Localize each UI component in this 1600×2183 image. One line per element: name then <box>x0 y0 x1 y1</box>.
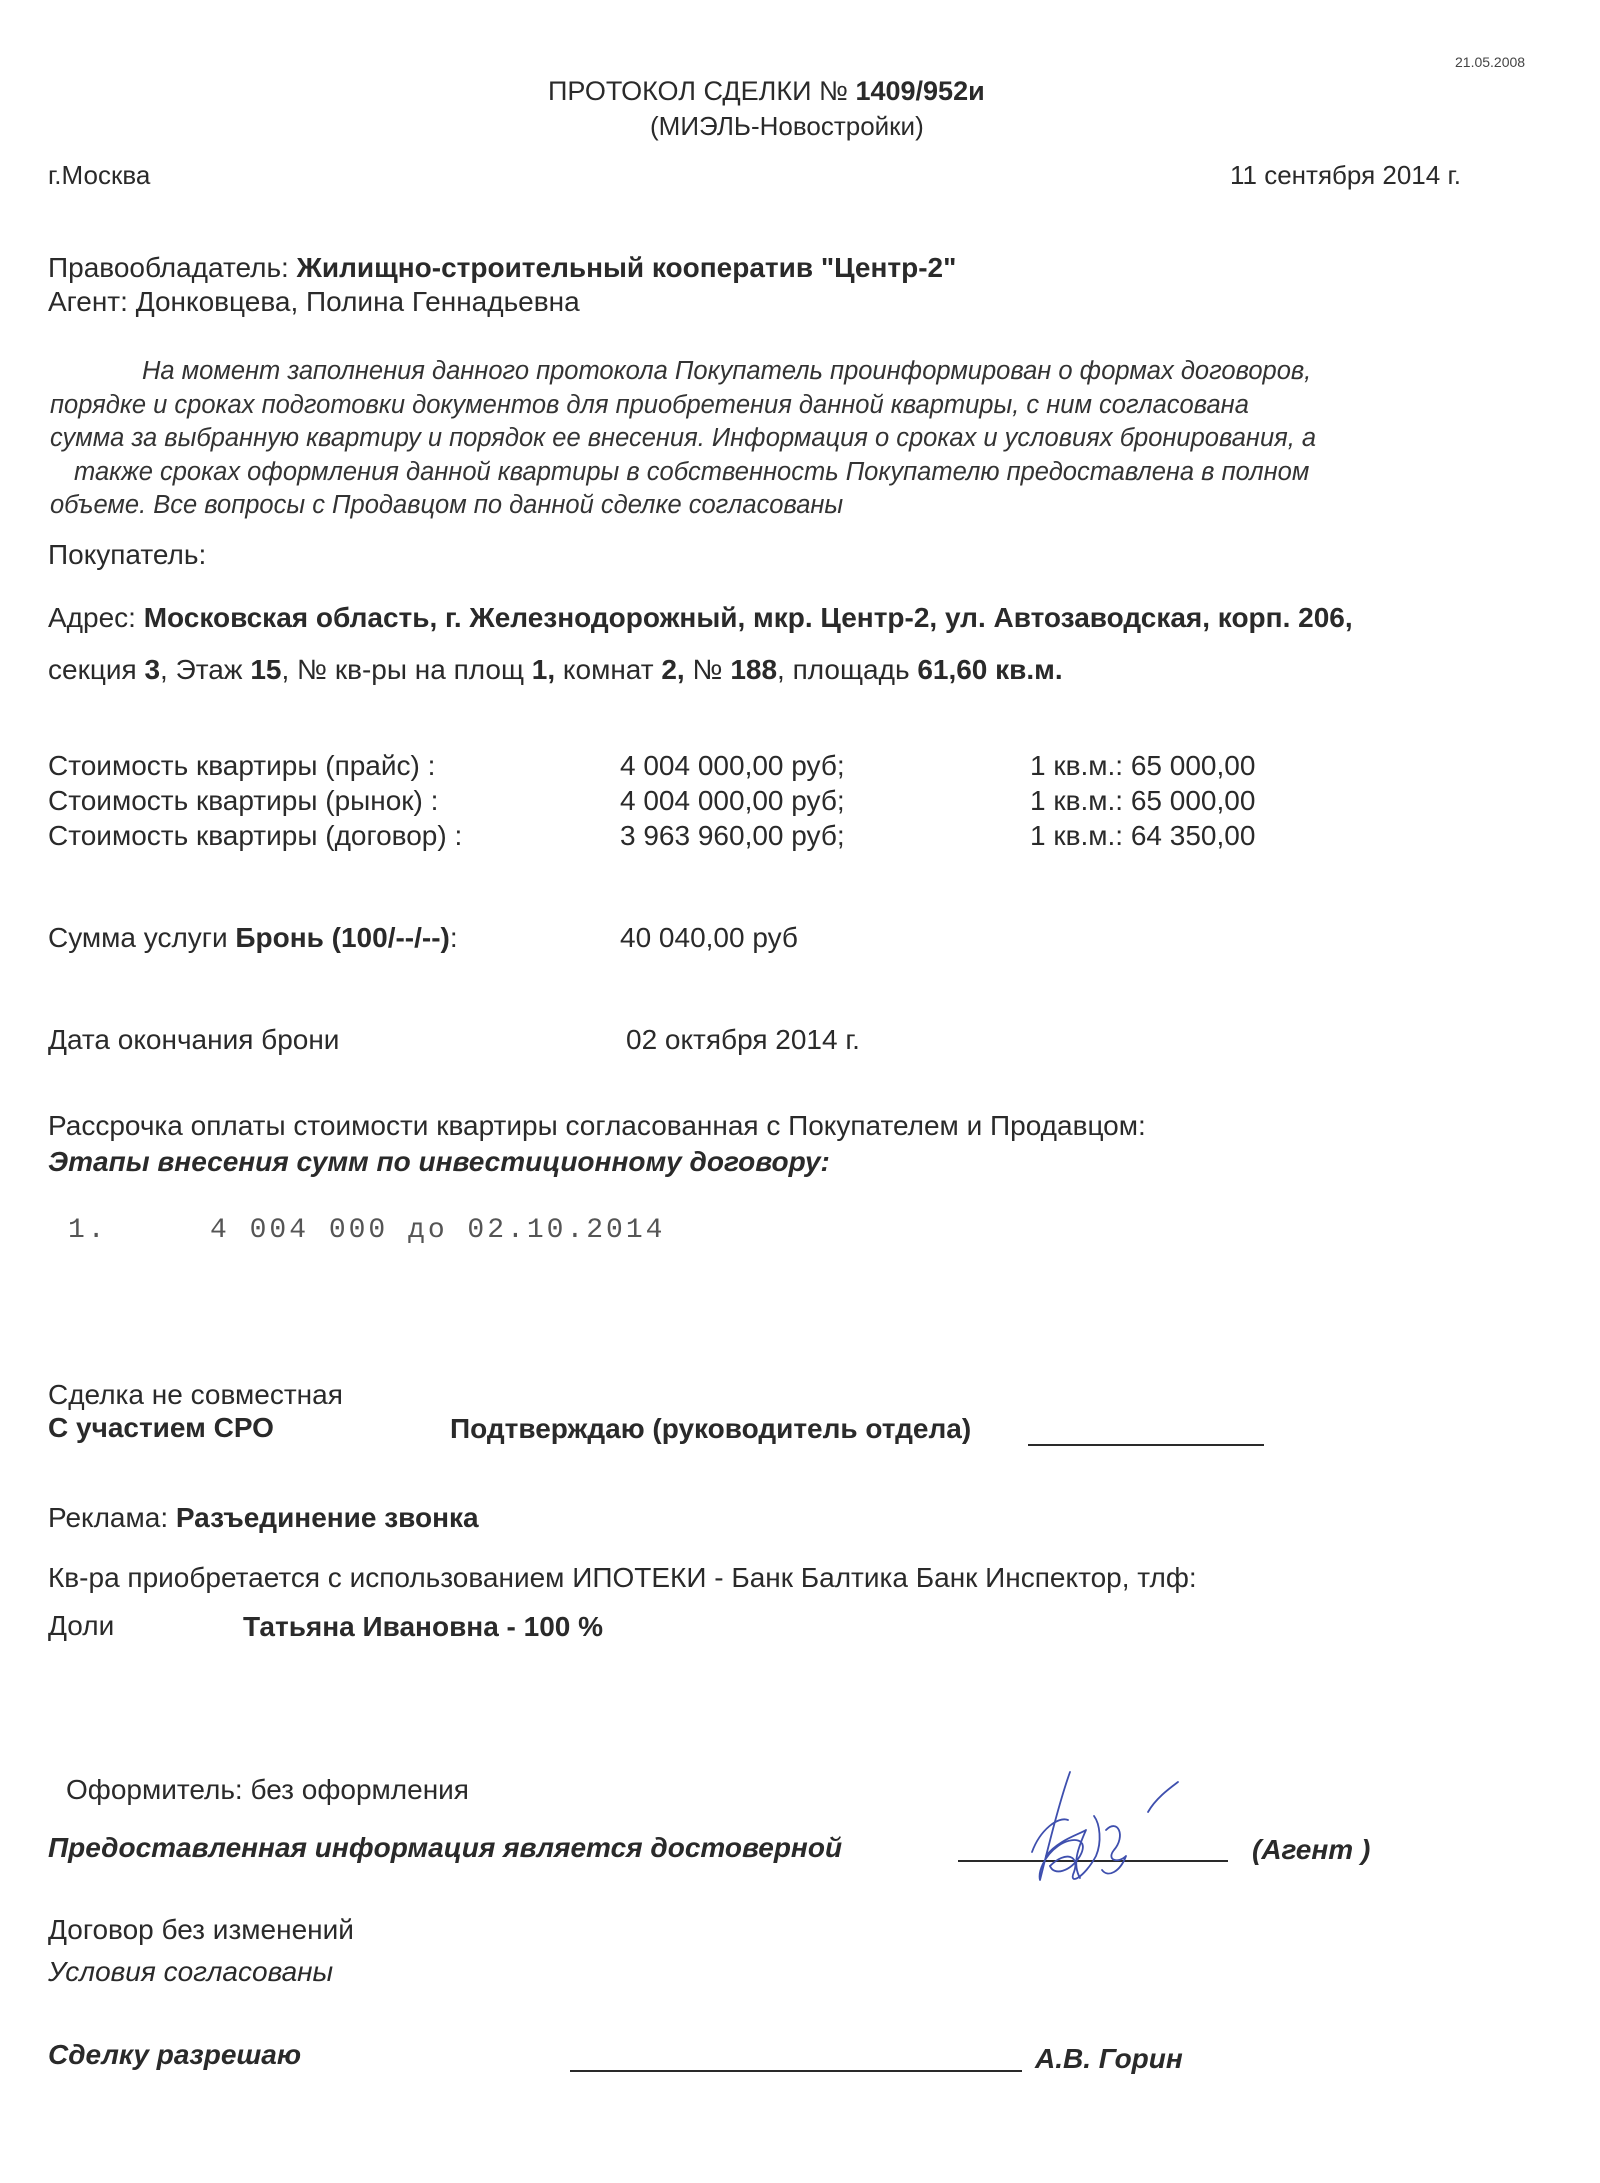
price-total-market: 4 004 000,00 руб; <box>620 785 845 816</box>
page-title <box>548 76 985 107</box>
price-label-contract: Стоимость квартиры (договор) : <box>48 820 463 851</box>
agent <box>48 286 580 318</box>
service-label-bold: Бронь (100/--/--) <box>235 922 450 953</box>
agent-label: Агент: <box>48 286 136 317</box>
price-total-list: 4 004 000,00 руб; <box>620 750 845 781</box>
contract-status: Договор без изменений <box>48 1914 354 1945</box>
booking-end-value: 02 октября 2014 г. <box>626 1024 860 1055</box>
confirm-signature-line <box>1028 1444 1264 1446</box>
floor-value: 15 <box>250 654 282 685</box>
deal-joint: Сделка не совместная <box>48 1379 343 1410</box>
document-date: 21.05.2008 <box>1455 54 1526 70</box>
buyer-label: Покупатель: <box>48 539 207 570</box>
service-label <box>48 922 458 954</box>
address-line-1 <box>48 602 1353 634</box>
price-label-market: Стоимость квартиры (рынок) : <box>48 785 439 816</box>
address-label: Адрес: <box>48 602 144 633</box>
section-label: секция <box>48 654 145 685</box>
reliable-statement: Предоставленная информация является достоверной <box>48 1832 843 1863</box>
booking-end-label: Дата окончания брони <box>48 1024 340 1055</box>
approver-name: А.В. Горин <box>1035 2043 1183 2074</box>
installments-heading: Этапы внесения сумм по инвестиционному договору: <box>48 1146 830 1177</box>
price-sqm-market: 1 кв.м.: 65 000,00 <box>1030 785 1256 816</box>
installment-number: 1. <box>68 1215 108 1246</box>
area-value: 61,60 кв.м. <box>917 654 1063 685</box>
apt-value: 188 <box>730 654 778 685</box>
intro-line: На момент заполнения данного протокола Покупатель проинформирован о формах договоров, <box>142 357 1312 385</box>
intro-line: также сроках оформления данной квартиры в собственность Покупателю предоставлена в полном <box>74 457 1310 486</box>
service-value: 40 040,00 руб <box>620 922 798 953</box>
title-number: 1409/952и <box>855 76 985 106</box>
service-label-prefix: Сумма услуги <box>48 922 236 953</box>
price-total-contract: 3 963 960,00 руб; <box>620 820 845 851</box>
intro-line: порядке и сроках подготовки документов для приобретения данной квартиры, с ним согласована <box>50 390 1249 419</box>
agent-signature-label: (Агент ) <box>1252 1834 1371 1865</box>
city: г.Москва <box>48 160 151 190</box>
shares-value: Татьяна Ивановна - 100 % <box>243 1611 604 1642</box>
installments-intro: Рассрочка оплаты стоимости квартиры согласованная с Покупателем и Продавцом: <box>48 1110 1146 1141</box>
area-label: , площадь <box>777 654 918 685</box>
rightholder <box>48 252 956 284</box>
deal-sro: С участием СРО <box>48 1412 274 1443</box>
protocol-date: 11 сентября 2014 г. <box>1230 160 1461 190</box>
rightholder-value: Жилищно-строительный кооператив "Центр-2" <box>296 252 957 283</box>
agent-value: Донковцева, Полина Геннадьевна <box>135 286 580 317</box>
address-value: Московская область, г. Железнодорожный, мкр. Центр-2, ул. Автозаводская, корп. 206, <box>143 602 1353 633</box>
intro-line: объеме. Все вопросы с Продавцом по данной сделке согласованы <box>50 491 844 519</box>
intro-paragraph <box>50 355 1450 523</box>
conditions-status: Условия согласованы <box>48 1956 334 1987</box>
price-sqm-contract: 1 кв.м.: 64 350,00 <box>1030 820 1256 851</box>
intro-line: сумма за выбранную квартиру и порядок ее внесения. Информация о сроках и условиях бронирования, а <box>50 424 1317 452</box>
rightholder-label: Правообладатель: <box>48 252 297 283</box>
mortgage-info: Кв-ра приобретается с использованием ИПОТЕКИ - Банк Балтика Банк Инспектор, тлф: <box>48 1562 1197 1593</box>
price-label-list: Стоимость квартиры (прайс) : <box>48 750 436 781</box>
ad-label: Реклама: <box>48 1502 176 1533</box>
approver-signature-line <box>570 2070 1022 2072</box>
floor-label: , Этаж <box>160 654 251 685</box>
deal-confirm: Подтверждаю (руководитель отдела) <box>450 1413 972 1444</box>
title-prefix: ПРОТОКОЛ СДЕЛКИ № <box>548 76 856 106</box>
num-on-floor-label: , № кв-ры на площ <box>281 654 532 685</box>
address-line-2 <box>48 654 1063 686</box>
rooms-value: 2, <box>661 654 685 685</box>
ad-value: Разъединение звонка <box>175 1502 479 1533</box>
rooms-label: комнат <box>555 654 662 685</box>
ad <box>48 1502 479 1534</box>
service-label-suffix: : <box>449 922 458 953</box>
agent-signature <box>1010 1760 1240 1900</box>
section-value: 3 <box>144 654 161 685</box>
price-sqm-list: 1 кв.м.: 65 000,00 <box>1030 750 1256 781</box>
registrar: Оформитель: без оформления <box>66 1774 469 1805</box>
installment-text: 4 004 000 до 02.10.2014 <box>210 1215 666 1246</box>
page-subtitle: (МИЭЛЬ-Новостройки) <box>650 111 924 141</box>
apt-label: № <box>684 654 731 685</box>
allow-deal: Сделку разрешаю <box>48 2039 302 2070</box>
shares-label: Доли <box>48 1610 115 1641</box>
num-on-floor-value: 1, <box>531 654 556 685</box>
